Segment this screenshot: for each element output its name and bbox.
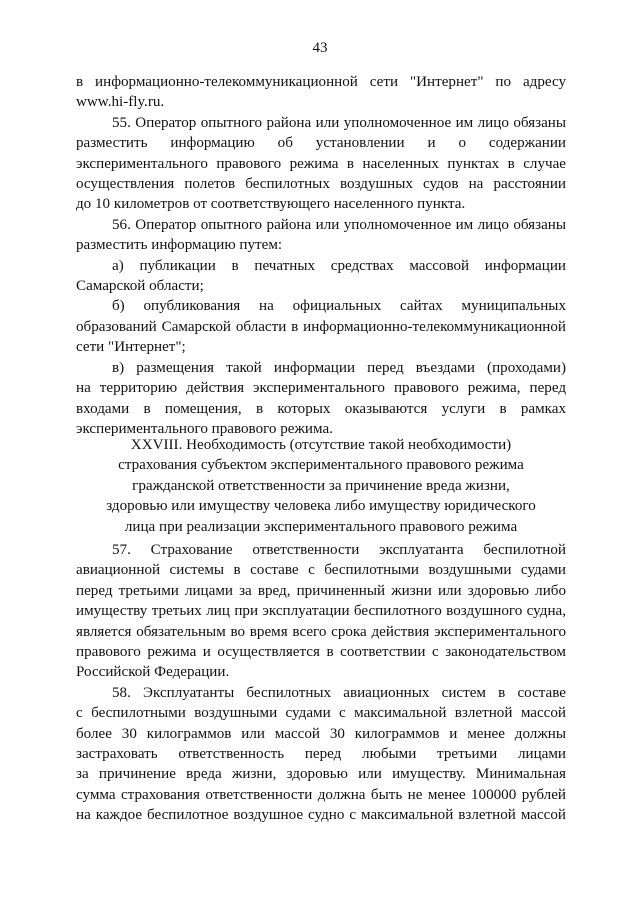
text-line: застраховать ответственность перед любыми третьими лицами [76,746,566,763]
text-line: на каждое беспилотное воздушное судно с максимальной взлетной массой [76,807,566,824]
text-line: на территорию действия экспериментального правового режима, перед [76,380,566,397]
body-text-bottom [76,540,566,826]
text-line: Российской Федерации. [76,664,230,681]
text-line: в) размещения такой информации перед въездами (проходами) [112,359,566,376]
text-line: входами в помещения, в которых оказываются услуги в рамках [76,400,566,417]
heading-line: гражданской ответственности за причинение вреда жизни, [132,477,510,494]
text-line: до 10 километров от соответствующего населенного пункта. [76,196,466,213]
text-line: www.hi-fly.ru. [76,94,165,111]
text-line: 56. Оператор опытного района или уполномоченное им лицо обязаны [112,216,566,233]
text-line: а) публикации в печатных средствах массовой информации [112,257,566,274]
section-heading [76,435,566,537]
text-line: имуществу третьих лиц при эксплуатации беспилотного воздушного судна, [76,603,566,620]
text-line: более 30 килограммов или массой 30 килограммов и менее должны [76,725,566,742]
text-line: разместить информацию об установлении и о содержании [76,135,566,152]
text-line: б) опубликования на официальных сайтах муниципальных [112,298,566,315]
text-line: 55. Оператор опытного района или уполномоченное им лицо обязаны [112,114,566,131]
text-line: осуществления полетов беспилотных воздушных судов на расстоянии [76,176,566,193]
text-line: образований Самарской области в информационно-телекоммуникационной [76,318,566,335]
text-line: с беспилотными воздушными судами с максимальной взлетной массой [76,705,566,722]
heading-line: лица при реализации экспериментального правового режима [124,518,518,535]
text-line: является обязательным во время всего срока действия экспериментального [76,623,566,640]
body-text-top [76,72,566,439]
text-line: экспериментального правового режима. [76,420,333,437]
text-line: правового режима и осуществляется в соответствии с законодательством [76,644,566,661]
text-line: сумма страхования ответственности должна быть не менее 100000 рублей [76,786,566,803]
text-line: разместить информацию путем: [76,237,283,254]
text-line: перед третьими лицами за вред, причиненный жизни или здоровью либо [76,582,566,599]
page-number: 43 [312,40,328,56]
text-line: 57. Страхование ответственности эксплуатанта беспилотной [112,542,566,558]
text-line: за причинение вреда жизни, здоровью или имуществу. Минимальная [76,766,566,783]
heading-line: здоровью или имуществу человека либо имуществу юридического [106,498,536,515]
heading-line: XXVIII. Необходимость (отсутствие такой необходимости) [130,437,512,453]
heading-line: страхования субъектом экспериментального правового режима [118,457,524,474]
text-line: Самарской области; [76,278,204,295]
text-line: экспериментального правового режима в населенных пунктах в случае [76,155,566,172]
text-line: в информационно-телекоммуникационной сети "Интернет" по адресу [76,74,566,90]
text-line: сети "Интернет"; [76,339,186,356]
text-line: авиационной системы в составе с беспилотными воздушными судами [76,562,566,579]
text-line: 58. Эксплуатанты беспилотных авиационных систем в составе [112,684,566,701]
